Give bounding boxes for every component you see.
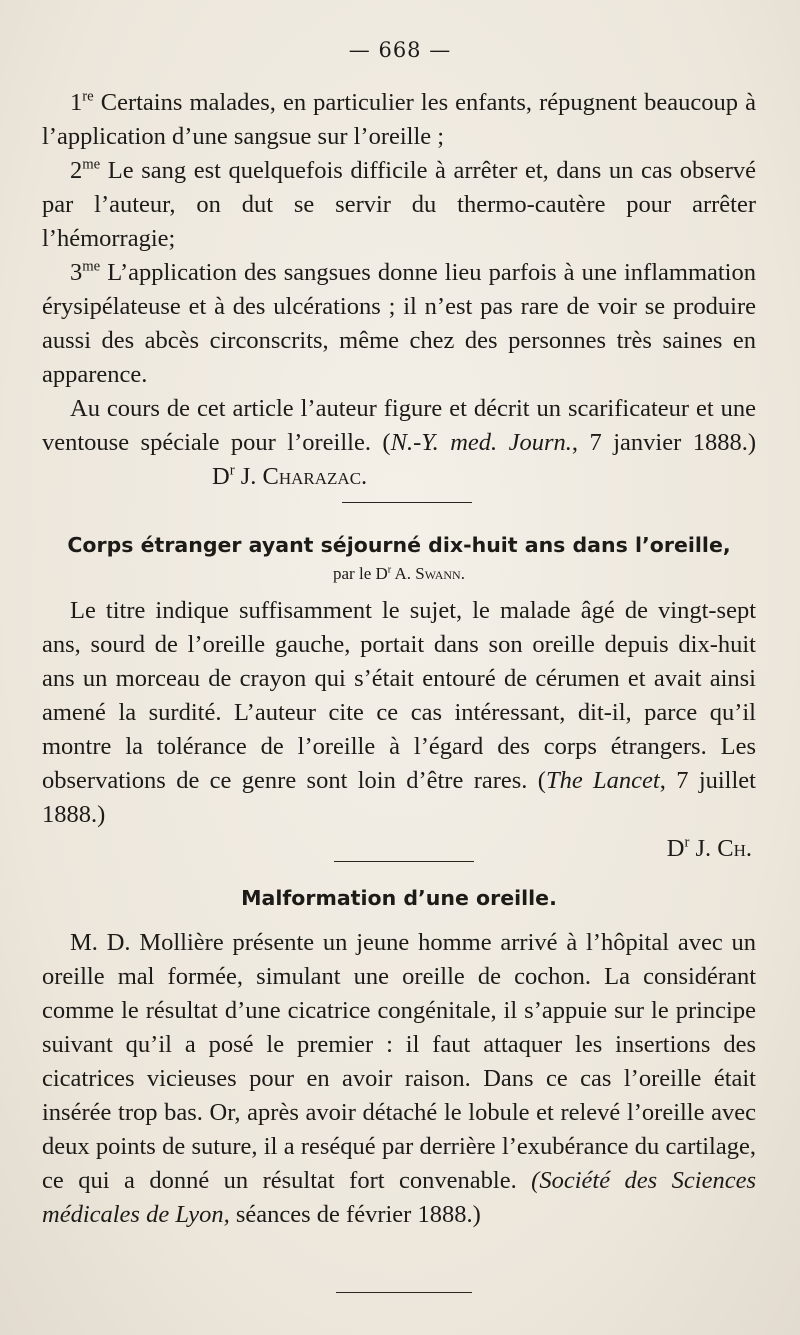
body-paragraph xyxy=(42,926,756,1232)
article-title: Malformation d’une oreille. xyxy=(241,886,557,910)
page-number: — 668 — xyxy=(348,38,452,62)
ordinal-suffix: me xyxy=(82,156,101,173)
paragraph-text: Le titre indique suffisamment le sujet, le malade âgé de vingt-sept ans, sourd de l’oreille gauche, portait dans son oreille depuis dix-huit ans un morceau de crayon qui s’était entouré de cérumen et avait ainsi amené la surdité. L’auteur cite ce cas intéressant, dit-il, parce qu’il montre la tolérance de l’oreille à l’égard des corps étrangers. Les observations de ce genre sont loin d’être rares. ( xyxy=(42,597,756,794)
citation-journal: N.-Y. med. Journ. xyxy=(390,429,572,456)
paragraph-text: M. D. Mollière présente un jeune homme arrivé à l’hôpital avec un oreille mal formée, simulant une oreille de cochon. La considérant comme le résultat d’une cicatrice congénitale, il s’appuie sur le principe suivant qu’il a posé le premier : il faut attaquer les insertions des cicatrices vicieuses pour en avoir raison. Dans ce cas l’oreille était insérée trop bas. Or, après avoir détaché le lobule et relevé l’oreille avec deux points de suture, il a reséqué par derrière l’exubérance du cartilage, ce qui a donné un résultat fort convenable. xyxy=(42,929,756,1194)
citation-journal: (Société des Sciences médicales de Lyon, xyxy=(42,1167,756,1228)
body-paragraph xyxy=(42,594,756,832)
paragraph-text: Au cours de cet article l’auteur figure et décrit un scarificateur et une ventouse spéciale pour l’oreille. ( xyxy=(42,395,756,456)
point-2 xyxy=(42,154,756,256)
closing-paragraph xyxy=(42,392,756,494)
citation-date: , 7 janvier 1888.) xyxy=(571,429,756,456)
article-body xyxy=(42,926,756,1232)
citation-date: séances de février 1888.) xyxy=(229,1201,481,1228)
point-number: 1 xyxy=(70,89,83,116)
citation-journal: The Lancet xyxy=(545,767,660,794)
point-text: Certains malades, en particulier les enfants, répugnent beaucoup à l’application d’une sangsue sur l’oreille ; xyxy=(42,89,756,150)
section-divider xyxy=(336,1292,472,1293)
ordinal-suffix: re xyxy=(82,88,94,105)
point-text: Le sang est quelquefois difficile à arrêter et, dans un cas observé par l’auteur, on dut se servir du thermo-cautère pour arrêter l’hémorragie; xyxy=(42,157,756,252)
section-divider xyxy=(334,861,474,862)
point-number: 2 xyxy=(70,157,83,184)
section-divider xyxy=(342,502,472,503)
citation-date: , 7 juillet 1888.) xyxy=(42,767,756,828)
article-title: Corps étranger ayant séjourné dix-huit ans dans l’oreille, xyxy=(67,533,731,557)
ordinal-suffix: me xyxy=(82,258,101,275)
article-byline: par le $D^r$ A. Swann. xyxy=(333,564,465,583)
point-3 xyxy=(42,256,756,392)
point-1 xyxy=(42,86,756,154)
point-number: 3 xyxy=(70,259,83,286)
previous-article-continuation xyxy=(42,86,756,494)
author-signature: $D^r$ J. Charazac. xyxy=(212,462,368,490)
article-body xyxy=(42,594,756,866)
point-text: L’application des sangsues donne lieu parfois à une inflammation érysipélateuse et à des ulcérations ; il n’est pas rare de voir se produire aussi des abcès circonscrits, même chez des personnes très saines en apparence. xyxy=(42,259,756,388)
author-signature: $D^r$ J. Ch. xyxy=(666,834,752,862)
